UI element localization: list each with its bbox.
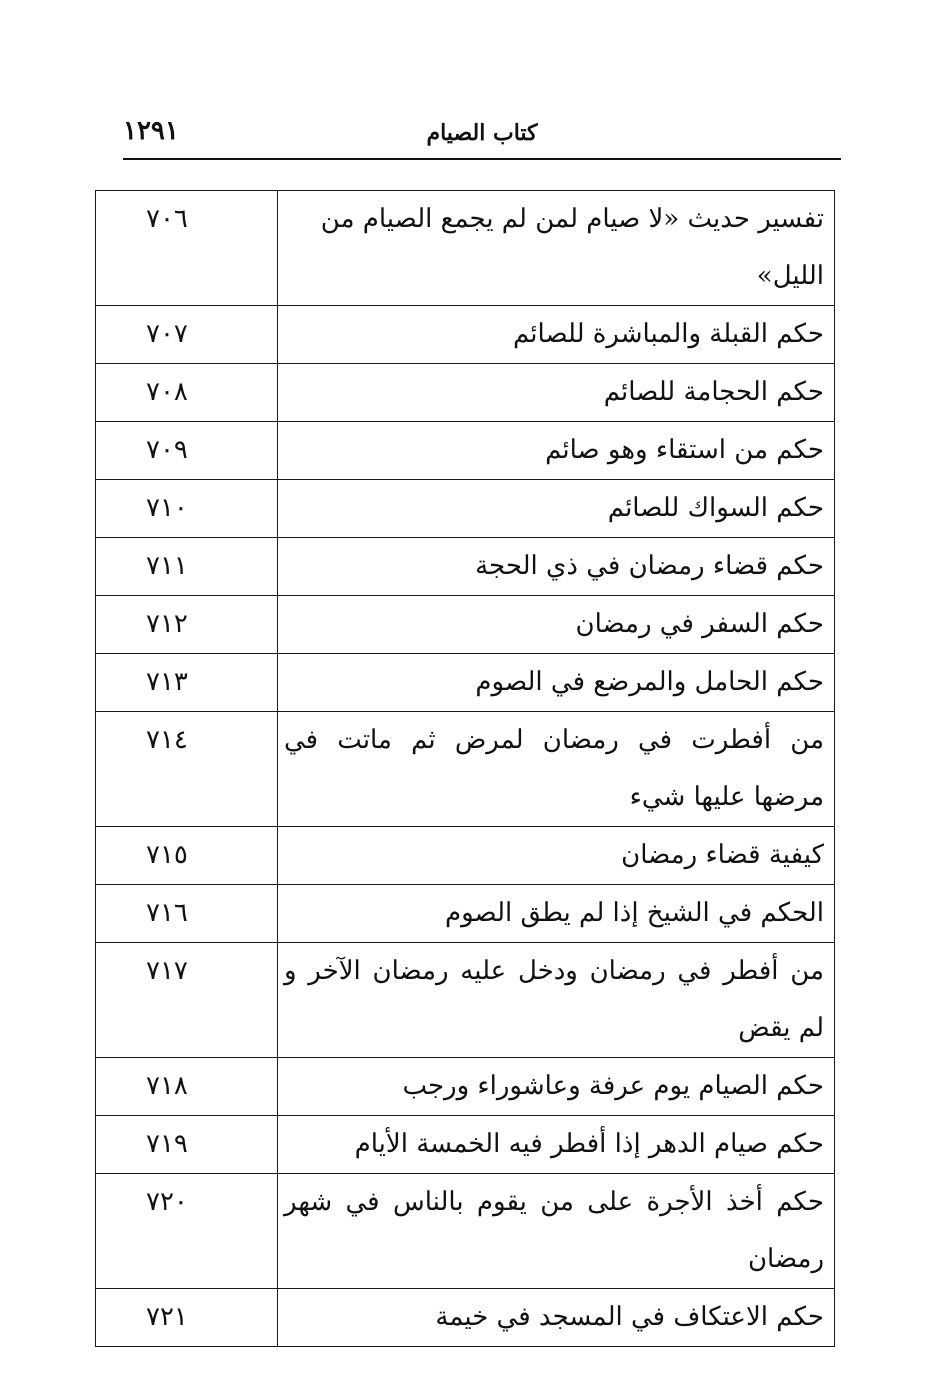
topic-cell: حكم السواك للصائم — [278, 480, 835, 538]
page-cell: ٧١٢ — [96, 596, 278, 654]
page-cell: ٧٢٠ — [96, 1174, 278, 1289]
page-header — [123, 112, 841, 160]
page-cell: ٧١٦ — [96, 885, 278, 943]
table-row — [96, 943, 835, 1058]
page-cell: ٧٢١ — [96, 1289, 278, 1347]
table-row — [96, 827, 835, 885]
topic-cell: حكم القبلة والمباشرة للصائم — [278, 306, 835, 364]
table-row — [96, 712, 835, 827]
table-row — [96, 1174, 835, 1289]
topic-cell: كيفية قضاء رمضان — [278, 827, 835, 885]
topic-cell: من أفطر في رمضان ودخل عليه رمضان الآخر و لم يقض — [278, 943, 835, 1058]
topic-cell: حكم الحامل والمرضع في الصوم — [278, 654, 835, 712]
table-row — [96, 1116, 835, 1174]
page-cell: ٧٠٨ — [96, 364, 278, 422]
topic-cell: حكم قضاء رمضان في ذي الحجة — [278, 538, 835, 596]
table-row — [96, 596, 835, 654]
page-cell: ٧١٧ — [96, 943, 278, 1058]
table-row — [96, 1058, 835, 1116]
page-cell: ٧٠٧ — [96, 306, 278, 364]
topic-cell: الحكم في الشيخ إذا لم يطق الصوم — [278, 885, 835, 943]
index-table — [95, 190, 835, 1347]
page-cell: ٧١٩ — [96, 1116, 278, 1174]
page-cell: ٧١٣ — [96, 654, 278, 712]
table-row — [96, 306, 835, 364]
page-number: ١٢٩١ — [123, 116, 179, 146]
topic-cell: حكم الحجامة للصائم — [278, 364, 835, 422]
topic-cell: حكم أخذ الأجرة على من يقوم بالناس في شهر رمضان — [278, 1174, 835, 1289]
table-row — [96, 885, 835, 943]
topic-cell: حكم الاعتكاف في المسجد في خيمة — [278, 1289, 835, 1347]
topic-cell: حكم من استقاء وهو صائم — [278, 422, 835, 480]
running-title: كتاب الصيام — [426, 120, 538, 146]
table-row — [96, 191, 835, 306]
page-cell: ٧١٥ — [96, 827, 278, 885]
topic-cell: حكم الصيام يوم عرفة وعاشوراء ورجب — [278, 1058, 835, 1116]
table-row — [96, 422, 835, 480]
page-cell: ٧٠٩ — [96, 422, 278, 480]
page-cell: ٧١٤ — [96, 712, 278, 827]
table-row — [96, 364, 835, 422]
table-row — [96, 1289, 835, 1347]
topic-cell: حكم صيام الدهر إذا أفطر فيه الخمسة الأيام — [278, 1116, 835, 1174]
topic-cell: حكم السفر في رمضان — [278, 596, 835, 654]
table-row — [96, 654, 835, 712]
table-row — [96, 480, 835, 538]
page-cell: ٧١١ — [96, 538, 278, 596]
page-cell: ٧١٠ — [96, 480, 278, 538]
topic-cell: تفسير حديث «لا صيام لمن لم يجمع الصيام من الليل» — [278, 191, 835, 306]
table-row — [96, 538, 835, 596]
page-cell: ٧٠٦ — [96, 191, 278, 306]
page-cell: ٧١٨ — [96, 1058, 278, 1116]
topic-cell: من أفطرت في رمضان لمرض ثم ماتت في مرضها عليها شيء — [278, 712, 835, 827]
